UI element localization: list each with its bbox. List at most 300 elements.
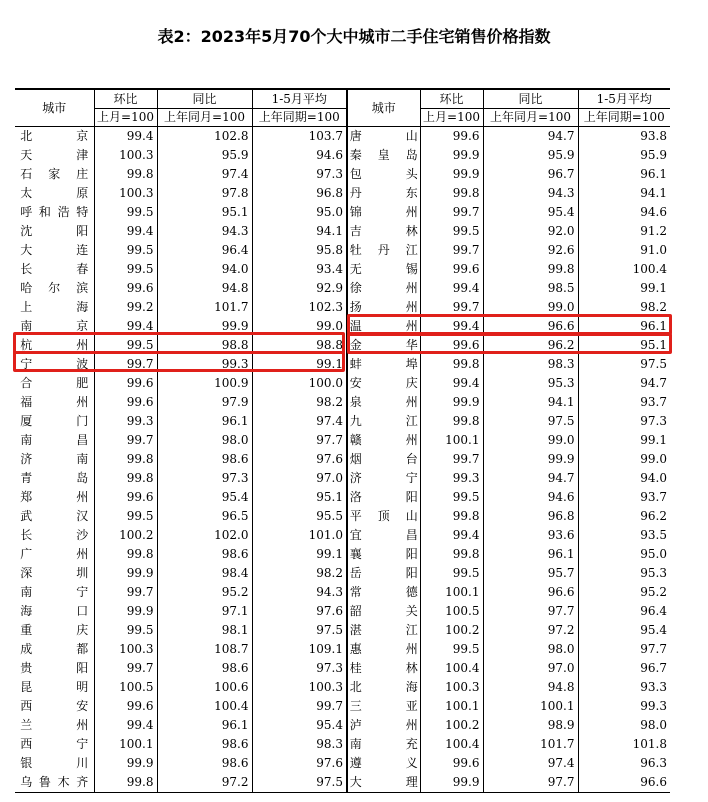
avg-cell-right: 98.0: [578, 716, 670, 735]
mom-cell: 99.9: [94, 564, 157, 583]
table-row: [15, 260, 670, 279]
city-cell: [15, 716, 94, 735]
yoy-cell: 98.6: [157, 659, 252, 678]
city-name: 上海: [20, 300, 89, 314]
yoy-cell-right: 98.3: [483, 355, 578, 374]
table-body: [15, 127, 670, 793]
avg-cell-right: 94.0: [578, 469, 670, 488]
mom-cell-right: 99.8: [420, 507, 483, 526]
yoy-cell: 95.1: [157, 203, 252, 222]
mom-cell: 99.9: [94, 602, 157, 621]
table-row: [15, 412, 670, 431]
yoy-cell-right: 97.7: [483, 773, 578, 793]
city-cell: [15, 602, 94, 621]
avg-cell-right: 101.8: [578, 735, 670, 754]
city-cell: [15, 469, 94, 488]
avg-cell: 97.6: [252, 754, 347, 773]
table-row: [15, 222, 670, 241]
avg-cell: 97.7: [252, 431, 347, 450]
table-row: [15, 564, 670, 583]
city-cell-right: [347, 716, 420, 735]
city-cell-right: [347, 374, 420, 393]
avg-cell: 97.5: [252, 621, 347, 640]
price-index-table: [15, 88, 670, 793]
yoy-cell-right: 100.1: [483, 697, 578, 716]
city-cell: [15, 127, 94, 147]
mom-cell: 99.7: [94, 583, 157, 602]
table-row: [15, 279, 670, 298]
avg-cell-right: 95.0: [578, 545, 670, 564]
yoy-cell-right: 101.7: [483, 735, 578, 754]
city-name: 秦皇岛: [349, 148, 418, 162]
avg-cell-right: 91.0: [578, 241, 670, 260]
header-city-right: 城市: [347, 89, 420, 127]
city-cell: [15, 526, 94, 545]
table-row: [15, 716, 670, 735]
yoy-cell: 94.3: [157, 222, 252, 241]
city-name: 石家庄: [20, 167, 89, 181]
city-cell-right: [347, 507, 420, 526]
city-cell: [15, 298, 94, 317]
avg-cell-right: 98.2: [578, 298, 670, 317]
header-mom-base-right: 上月=100: [420, 109, 483, 127]
mom-cell-right: 99.9: [420, 165, 483, 184]
avg-cell: 99.7: [252, 697, 347, 716]
city-name: 平顶山: [349, 509, 418, 523]
table-row: [15, 735, 670, 754]
mom-cell: 100.5: [94, 678, 157, 697]
city-name: 重庆: [20, 623, 89, 637]
city-cell: [15, 184, 94, 203]
mom-cell-right: 99.7: [420, 241, 483, 260]
city-name: 乌鲁木齐: [20, 775, 89, 789]
city-cell: [15, 735, 94, 754]
mom-cell: 99.6: [94, 697, 157, 716]
avg-cell-right: 94.6: [578, 203, 670, 222]
avg-cell-right: 96.2: [578, 507, 670, 526]
city-cell: [15, 773, 94, 793]
city-name: 厦门: [20, 414, 89, 428]
avg-cell: 95.0: [252, 203, 347, 222]
header-yoy-right: 同比: [483, 89, 578, 109]
city-cell: [15, 697, 94, 716]
city-name: 牡丹江: [349, 243, 418, 257]
mom-cell: 99.5: [94, 260, 157, 279]
yoy-cell: 98.0: [157, 431, 252, 450]
yoy-cell: 99.9: [157, 317, 252, 336]
mom-cell-right: 99.6: [420, 260, 483, 279]
mom-cell: 99.5: [94, 203, 157, 222]
yoy-cell: 97.8: [157, 184, 252, 203]
city-name: 常德: [349, 585, 418, 599]
city-name: 呼和浩特: [20, 205, 89, 219]
city-cell: [15, 412, 94, 431]
mom-cell: 99.5: [94, 241, 157, 260]
mom-cell: 99.2: [94, 298, 157, 317]
city-cell-right: [347, 488, 420, 507]
mom-cell-right: 100.3: [420, 678, 483, 697]
avg-cell: 95.1: [252, 488, 347, 507]
city-name: 大连: [20, 243, 89, 257]
avg-cell-right: 93.8: [578, 127, 670, 147]
mom-cell: 99.8: [94, 165, 157, 184]
yoy-cell: 101.7: [157, 298, 252, 317]
avg-cell-right: 93.7: [578, 393, 670, 412]
city-name: 西安: [20, 699, 89, 713]
yoy-cell-right: 95.7: [483, 564, 578, 583]
table-row: [15, 697, 670, 716]
avg-cell: 97.6: [252, 450, 347, 469]
table-row: [15, 754, 670, 773]
city-cell: [15, 488, 94, 507]
mom-cell-right: 99.3: [420, 469, 483, 488]
mom-cell-right: 99.4: [420, 374, 483, 393]
yoy-cell-right: 97.4: [483, 754, 578, 773]
yoy-cell-right: 96.6: [483, 583, 578, 602]
city-cell-right: [347, 355, 420, 374]
city-cell-right: [347, 184, 420, 203]
city-cell: [15, 222, 94, 241]
yoy-cell-right: 96.2: [483, 336, 578, 355]
city-name: 兰州: [20, 718, 89, 732]
avg-cell: 93.4: [252, 260, 347, 279]
avg-cell-right: 95.2: [578, 583, 670, 602]
avg-cell: 100.3: [252, 678, 347, 697]
yoy-cell: 96.5: [157, 507, 252, 526]
city-name: 蚌埠: [349, 357, 418, 371]
yoy-cell-right: 94.7: [483, 469, 578, 488]
yoy-cell-right: 99.0: [483, 431, 578, 450]
city-name: 杭州: [20, 338, 89, 352]
city-cell-right: [347, 469, 420, 488]
mom-cell-right: 99.6: [420, 754, 483, 773]
avg-cell-right: 93.3: [578, 678, 670, 697]
city-name: 广州: [20, 547, 89, 561]
avg-cell: 97.3: [252, 659, 347, 678]
city-name: 北海: [349, 680, 418, 694]
city-cell-right: [347, 165, 420, 184]
city-cell-right: [347, 146, 420, 165]
city-cell-right: [347, 545, 420, 564]
city-cell-right: [347, 678, 420, 697]
yoy-cell: 97.4: [157, 165, 252, 184]
city-name: 天津: [20, 148, 89, 162]
yoy-cell-right: 94.1: [483, 393, 578, 412]
mom-cell-right: 99.8: [420, 355, 483, 374]
avg-cell-right: 99.0: [578, 450, 670, 469]
city-cell: [15, 545, 94, 564]
mom-cell: 99.8: [94, 450, 157, 469]
mom-cell: 99.6: [94, 393, 157, 412]
city-cell-right: [347, 241, 420, 260]
mom-cell: 99.7: [94, 431, 157, 450]
yoy-cell-right: 92.6: [483, 241, 578, 260]
avg-cell-right: 95.9: [578, 146, 670, 165]
mom-cell: 99.9: [94, 754, 157, 773]
city-name: 遵义: [349, 756, 418, 770]
city-cell-right: [347, 640, 420, 659]
avg-cell-right: 95.4: [578, 621, 670, 640]
table-row: [15, 602, 670, 621]
mom-cell: 99.5: [94, 621, 157, 640]
header-mom: 环比: [94, 89, 157, 109]
mom-cell: 99.4: [94, 222, 157, 241]
mom-cell-right: 99.7: [420, 450, 483, 469]
yoy-cell: 102.8: [157, 127, 252, 147]
city-name: 扬州: [349, 300, 418, 314]
header-mom-right: 环比: [420, 89, 483, 109]
yoy-cell: 98.8: [157, 336, 252, 355]
price-index-table-container: [15, 88, 670, 793]
city-cell-right: [347, 697, 420, 716]
city-name: 银川: [20, 756, 89, 770]
mom-cell-right: 99.7: [420, 203, 483, 222]
yoy-cell-right: 96.7: [483, 165, 578, 184]
header-yoy-base: 上年同月=100: [157, 109, 252, 127]
avg-cell: 97.4: [252, 412, 347, 431]
city-name: 唐山: [349, 129, 418, 143]
avg-cell: 101.0: [252, 526, 347, 545]
city-name: 宜昌: [349, 528, 418, 542]
yoy-cell: 98.6: [157, 450, 252, 469]
city-name: 武汉: [20, 509, 89, 523]
city-name: 南充: [349, 737, 418, 751]
city-cell: [15, 678, 94, 697]
header-mom-base: 上月=100: [94, 109, 157, 127]
avg-cell-right: 96.1: [578, 317, 670, 336]
city-cell-right: [347, 773, 420, 793]
yoy-cell-right: 94.3: [483, 184, 578, 203]
mom-cell: 99.5: [94, 336, 157, 355]
avg-cell-right: 93.7: [578, 488, 670, 507]
mom-cell: 99.4: [94, 317, 157, 336]
header-avg-base: 上年同期=100: [252, 109, 347, 127]
table-row: [15, 583, 670, 602]
mom-cell-right: 99.4: [420, 317, 483, 336]
city-name: 太原: [20, 186, 89, 200]
mom-cell-right: 99.8: [420, 545, 483, 564]
avg-cell: 97.6: [252, 602, 347, 621]
yoy-cell-right: 98.5: [483, 279, 578, 298]
yoy-cell: 100.4: [157, 697, 252, 716]
yoy-cell: 98.6: [157, 754, 252, 773]
avg-cell-right: 94.1: [578, 184, 670, 203]
avg-cell-right: 99.3: [578, 697, 670, 716]
city-name: 长春: [20, 262, 89, 276]
yoy-cell: 97.3: [157, 469, 252, 488]
city-name: 烟台: [349, 452, 418, 466]
avg-cell: 94.6: [252, 146, 347, 165]
yoy-cell: 98.6: [157, 545, 252, 564]
avg-cell-right: 100.4: [578, 260, 670, 279]
city-name: 成都: [20, 642, 89, 656]
yoy-cell: 97.1: [157, 602, 252, 621]
table-row: [15, 621, 670, 640]
city-name: 大理: [349, 775, 418, 789]
city-name: 金华: [349, 338, 418, 352]
table-row: [15, 146, 670, 165]
table-row: [15, 469, 670, 488]
mom-cell-right: 99.5: [420, 564, 483, 583]
city-cell-right: [347, 602, 420, 621]
city-name: 桂林: [349, 661, 418, 675]
avg-cell: 97.0: [252, 469, 347, 488]
table-row: [15, 374, 670, 393]
yoy-cell: 96.1: [157, 412, 252, 431]
yoy-cell-right: 98.9: [483, 716, 578, 735]
mom-cell-right: 99.9: [420, 393, 483, 412]
mom-cell-right: 100.2: [420, 621, 483, 640]
avg-cell-right: 97.5: [578, 355, 670, 374]
city-name: 三亚: [349, 699, 418, 713]
avg-cell: 96.8: [252, 184, 347, 203]
city-name: 吉林: [349, 224, 418, 238]
city-cell-right: [347, 450, 420, 469]
avg-cell-right: 99.1: [578, 431, 670, 450]
yoy-cell: 108.7: [157, 640, 252, 659]
mom-cell-right: 99.5: [420, 222, 483, 241]
city-name: 深圳: [20, 566, 89, 580]
city-cell: [15, 203, 94, 222]
city-cell: [15, 146, 94, 165]
table-row: [15, 203, 670, 222]
city-cell: [15, 621, 94, 640]
yoy-cell-right: 94.8: [483, 678, 578, 697]
city-name: 海口: [20, 604, 89, 618]
yoy-cell-right: 99.9: [483, 450, 578, 469]
city-cell-right: [347, 621, 420, 640]
city-cell: [15, 241, 94, 260]
highlight-box-ningbo: [13, 351, 345, 372]
avg-cell-right: 95.3: [578, 564, 670, 583]
yoy-cell-right: 96.1: [483, 545, 578, 564]
mom-cell-right: 99.8: [420, 412, 483, 431]
city-name: 沈阳: [20, 224, 89, 238]
city-cell-right: [347, 583, 420, 602]
avg-cell: 98.2: [252, 564, 347, 583]
city-cell-right: [347, 735, 420, 754]
city-name: 南宁: [20, 585, 89, 599]
yoy-cell-right: 96.6: [483, 317, 578, 336]
city-name: 徐州: [349, 281, 418, 295]
city-name: 长沙: [20, 528, 89, 542]
yoy-cell-right: 97.7: [483, 602, 578, 621]
mom-cell: 100.3: [94, 184, 157, 203]
mom-cell-right: 99.4: [420, 526, 483, 545]
mom-cell: 99.7: [94, 355, 157, 374]
city-cell: [15, 583, 94, 602]
yoy-cell-right: 97.2: [483, 621, 578, 640]
yoy-cell: 100.6: [157, 678, 252, 697]
yoy-cell: 96.1: [157, 716, 252, 735]
yoy-cell-right: 93.6: [483, 526, 578, 545]
avg-cell-right: 97.7: [578, 640, 670, 659]
table-row: [15, 545, 670, 564]
mom-cell-right: 99.5: [420, 488, 483, 507]
city-name: 九江: [349, 414, 418, 428]
mom-cell: 100.2: [94, 526, 157, 545]
mom-cell: 100.1: [94, 735, 157, 754]
city-cell: [15, 564, 94, 583]
avg-cell-right: 96.4: [578, 602, 670, 621]
highlight-box-jinhua: [347, 333, 672, 354]
mom-cell: 99.6: [94, 279, 157, 298]
highlight-box-wenzhou: [347, 314, 672, 335]
yoy-cell-right: 96.8: [483, 507, 578, 526]
page-title: 表2：2023年5月70个大中城市二手住宅销售价格指数: [157, 27, 551, 46]
header-yoy: 同比: [157, 89, 252, 109]
city-name: 济南: [20, 452, 89, 466]
city-name: 岳阳: [349, 566, 418, 580]
table-row: [15, 165, 670, 184]
avg-cell: 99.1: [252, 355, 347, 374]
yoy-cell-right: 99.8: [483, 260, 578, 279]
table-row: [15, 184, 670, 203]
yoy-cell: 94.0: [157, 260, 252, 279]
city-name: 昆明: [20, 680, 89, 694]
city-cell: [15, 393, 94, 412]
city-cell: [15, 431, 94, 450]
mom-cell-right: 99.6: [420, 336, 483, 355]
city-name: 郑州: [20, 490, 89, 504]
city-cell: [15, 450, 94, 469]
mom-cell: 99.8: [94, 469, 157, 488]
city-name: 青岛: [20, 471, 89, 485]
table-row: [15, 640, 670, 659]
yoy-cell: 95.4: [157, 488, 252, 507]
city-cell: [15, 260, 94, 279]
avg-cell: 97.3: [252, 165, 347, 184]
city-name: 韶关: [349, 604, 418, 618]
city-cell-right: [347, 659, 420, 678]
mom-cell-right: 99.7: [420, 298, 483, 317]
city-cell: [15, 374, 94, 393]
avg-cell: 103.7: [252, 127, 347, 147]
city-name: 北京: [20, 129, 89, 143]
header-avg-base-right: 上年同期=100: [578, 109, 670, 127]
mom-cell-right: 100.5: [420, 602, 483, 621]
mom-cell-right: 99.4: [420, 279, 483, 298]
mom-cell-right: 99.5: [420, 640, 483, 659]
city-name: 湛江: [349, 623, 418, 637]
yoy-cell-right: 95.4: [483, 203, 578, 222]
yoy-cell: 96.4: [157, 241, 252, 260]
avg-cell-right: 96.3: [578, 754, 670, 773]
city-name: 无锡: [349, 262, 418, 276]
city-cell-right: [347, 203, 420, 222]
yoy-cell: 99.3: [157, 355, 252, 374]
header-avg-right: 1-5月平均: [578, 89, 670, 109]
city-name: 锦州: [349, 205, 418, 219]
city-cell-right: [347, 754, 420, 773]
table-row: [15, 393, 670, 412]
avg-cell: 95.8: [252, 241, 347, 260]
avg-cell: 95.4: [252, 716, 347, 735]
table-row: [15, 450, 670, 469]
mom-cell: 99.8: [94, 545, 157, 564]
yoy-cell: 97.9: [157, 393, 252, 412]
yoy-cell: 95.2: [157, 583, 252, 602]
city-cell-right: [347, 222, 420, 241]
yoy-cell: 94.8: [157, 279, 252, 298]
avg-cell: 94.3: [252, 583, 347, 602]
avg-cell-right: 96.7: [578, 659, 670, 678]
table-row: [15, 241, 670, 260]
mom-cell: 99.6: [94, 488, 157, 507]
city-cell-right: [347, 127, 420, 147]
avg-cell-right: 96.1: [578, 165, 670, 184]
city-cell-right: [347, 260, 420, 279]
